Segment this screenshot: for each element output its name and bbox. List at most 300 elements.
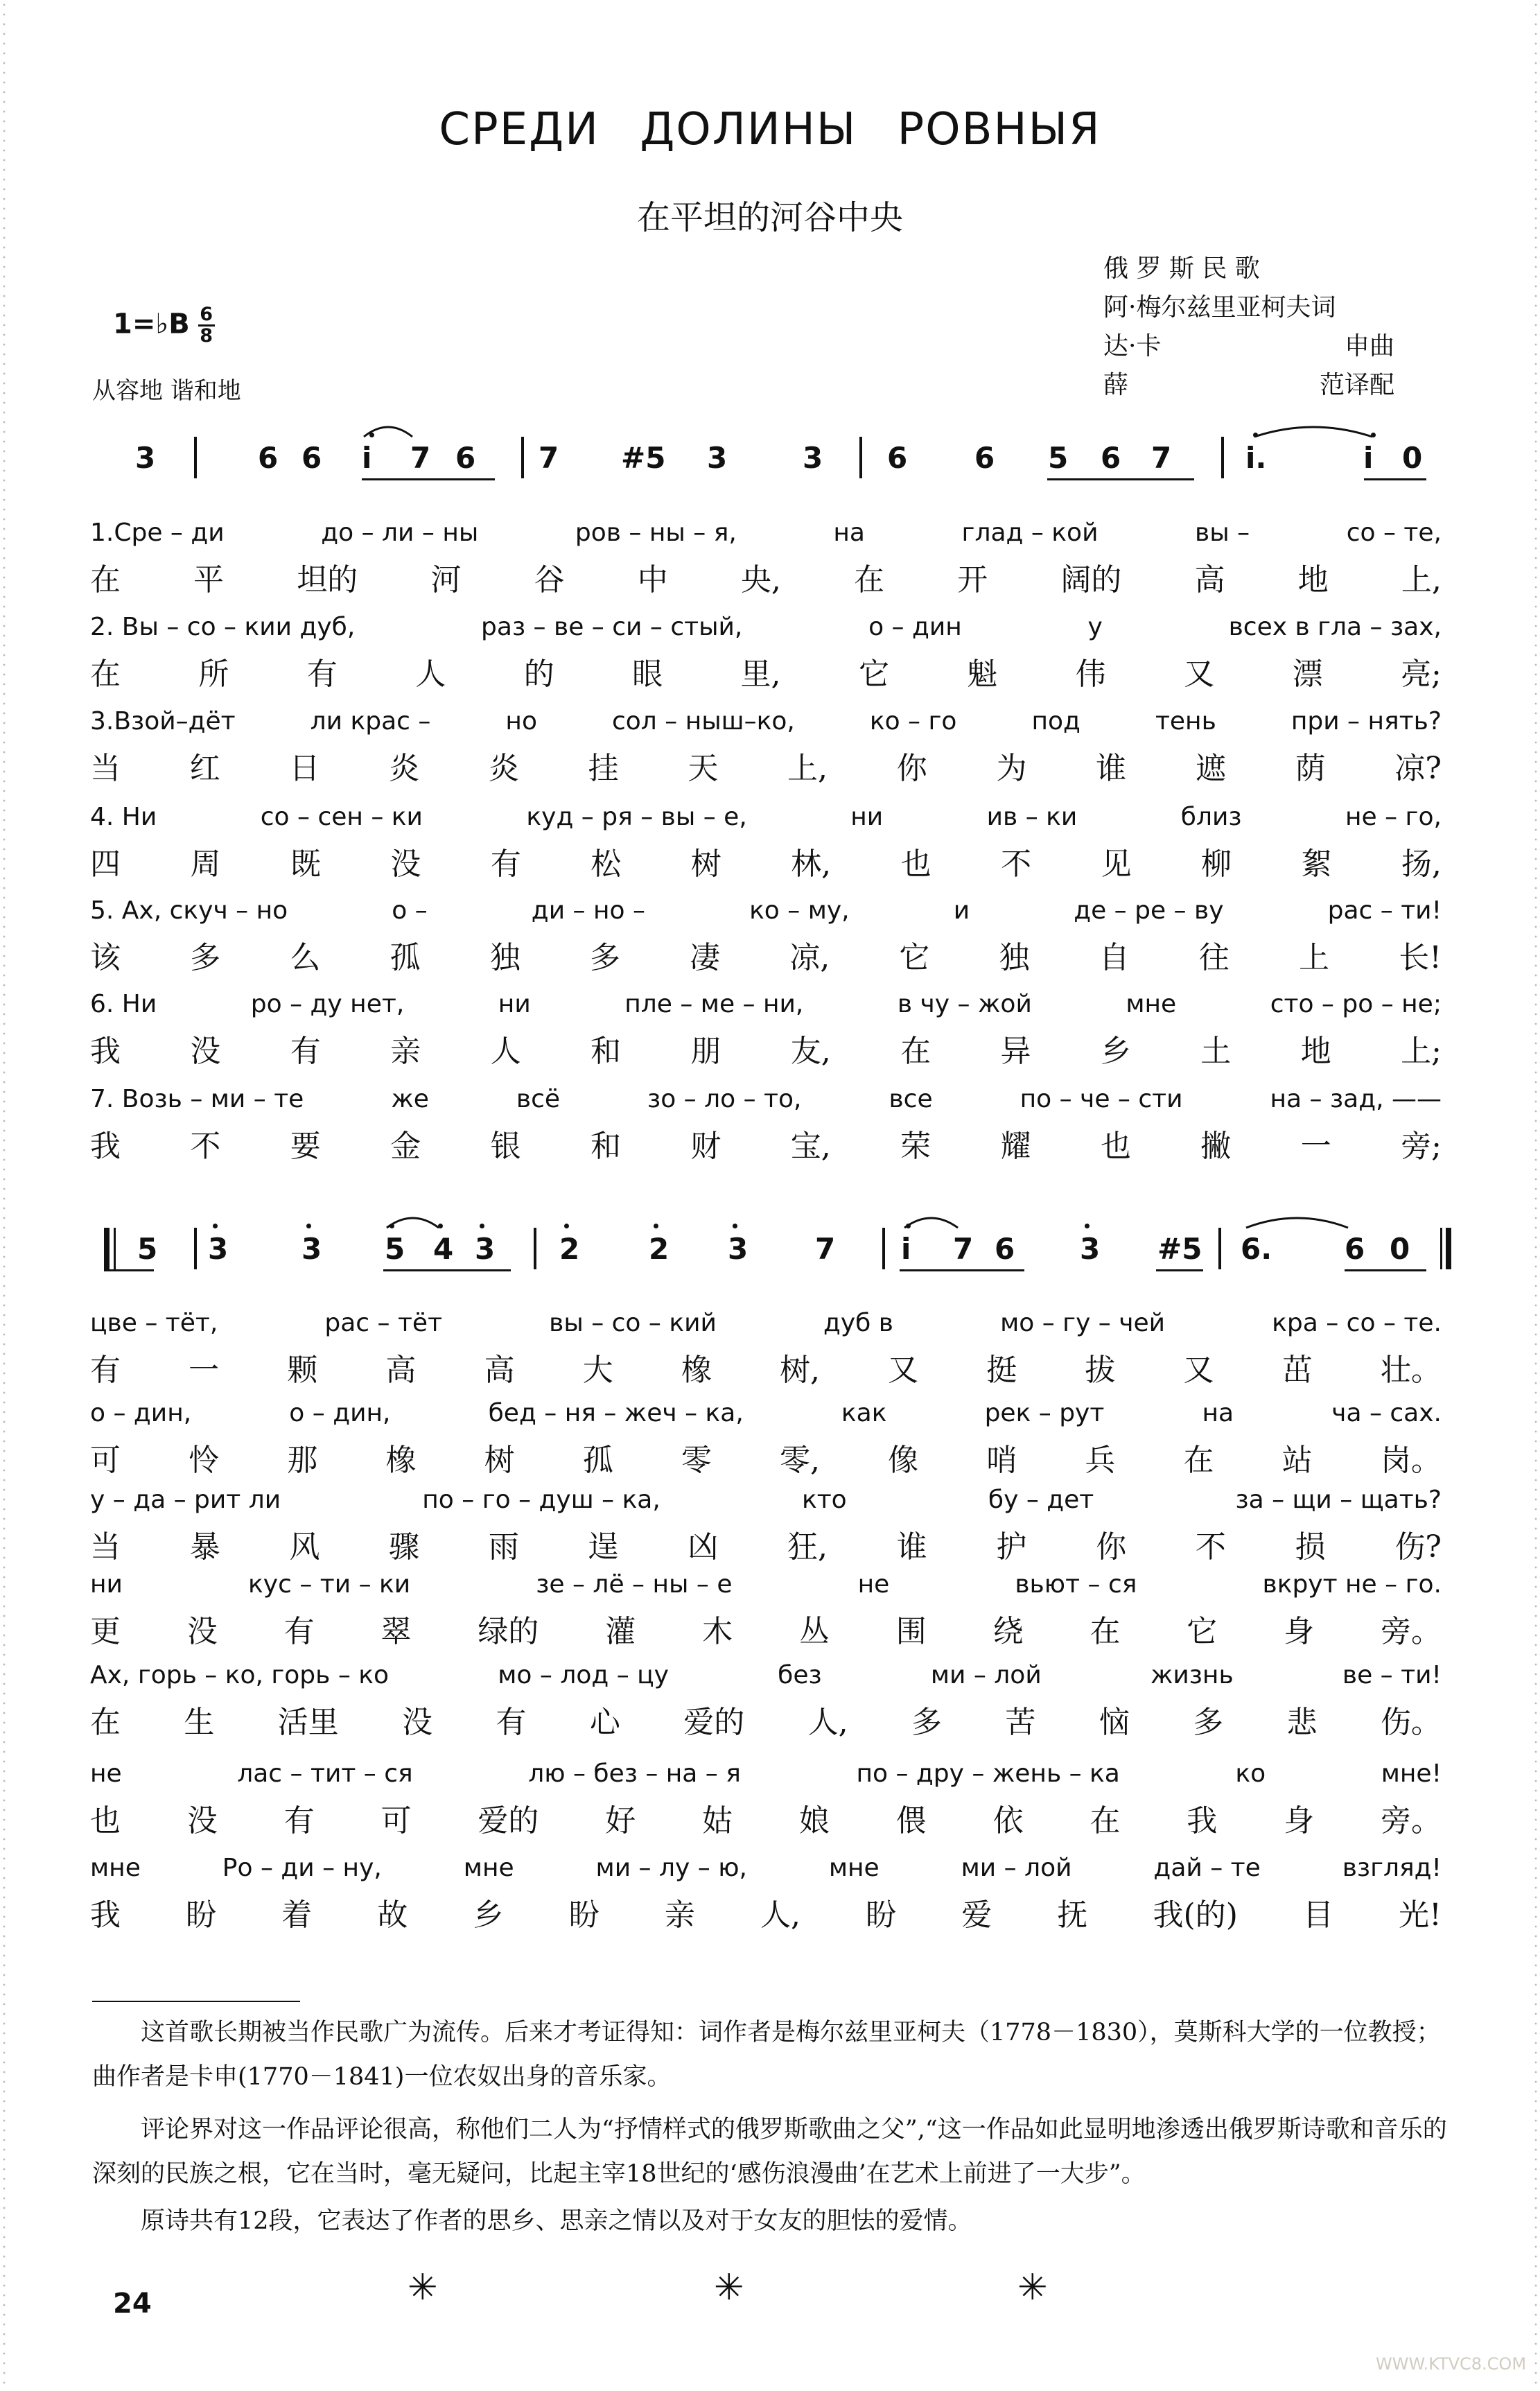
lyric-word: 哨 [986,1443,1017,1478]
lyric-word: кра – со – те. [1272,1309,1442,1337]
lyric-word: 旁; [1401,1129,1442,1164]
lyric-word: 我 [90,1129,121,1164]
lyric-word: 我 [1187,1803,1218,1838]
lyric-word: дай – те [1153,1854,1261,1882]
lyric-word: ми – лой [961,1854,1072,1882]
russian-lyric-line [90,1399,1442,1427]
lyric-word: ив – ки [986,803,1078,831]
lyric-word: 颗 [287,1353,318,1388]
lyric-word: ли крас – [310,707,431,736]
notation-line-2 [104,1224,1449,1279]
lyric-word: 灌 [605,1614,636,1649]
lyric-word: мне! [1381,1759,1442,1788]
slur [1246,1218,1348,1228]
lyric-word: 林, [791,846,832,882]
lyric-word: 它 [1187,1614,1218,1649]
chinese-lyric-line [90,1345,1442,1389]
lyric-word: 天 [688,751,719,786]
russian-lyric-line [90,990,1442,1018]
note-paragraph-3: 原诗共有12段，它表达了作者的思乡、思亲之情以及对于女友的胆怯的爱情。 [141,2207,972,2235]
lyric-word: 凉, [789,940,830,975]
lyric-word: 我 [90,1034,121,1069]
lyric-word: 1.Сре – ди [90,519,225,547]
beam-underline [1345,1269,1426,1271]
lyric-word: 不 [1195,1529,1226,1565]
lyric-word: со – сен – ки [260,803,423,831]
lyric-word: 护 [996,1529,1027,1565]
lyric-word: 木 [702,1614,733,1649]
lyric-word: без [778,1661,822,1689]
lyric-word: 谁 [1096,751,1127,786]
lyric-word: 人 [415,657,446,692]
russian-lyric-line [90,707,1442,736]
star-ornament: ✳ [714,2267,744,2309]
note: 4 [433,1232,454,1266]
lyric-word: 心 [589,1705,620,1740]
lyric-word: 人, [760,1897,800,1933]
lyric-word: 没 [186,1803,218,1838]
lyric-word: 的 [523,657,554,692]
note: 7 [815,1232,836,1266]
lyric-word: 亮; [1401,657,1442,692]
lyric-word: ни [850,803,884,831]
lyric-word: 暴 [189,1529,220,1565]
lyric-word: 絮 [1301,846,1332,882]
lyric-word: 你 [1096,1529,1127,1565]
lyric-word: зо – ло – то, [647,1085,802,1113]
lyric-word: зе – лё – ны – е [536,1570,733,1599]
lyric-word: 它 [899,940,930,975]
lyric-word: мне [828,1854,880,1882]
lyric-word: ко [1235,1759,1266,1788]
lyric-word: у [1087,613,1103,641]
lyric-word: под [1031,707,1080,736]
lyric-word: 土 [1200,1034,1232,1069]
lyric-word: о – дин, [289,1399,391,1427]
lyric-word: близ [1180,803,1242,831]
lyric-word: всё [516,1085,561,1113]
beam-underline [900,1269,1024,1271]
lyric-word: 零, [779,1443,820,1478]
lyric-word: 既 [290,846,321,882]
lyric-word: 凉? [1394,751,1442,786]
lyric-word: 也 [900,846,931,882]
credit-left: 薛 [1103,371,1129,399]
lyric-word: 那 [287,1443,318,1478]
chinese-lyric-line [90,1697,1442,1741]
lyric-word: 壮。 [1380,1353,1442,1388]
lyric-word: ко – му, [749,896,850,925]
lyric-word: 岗。 [1380,1443,1442,1478]
lyric-word: 四 [90,846,121,882]
lyric-word: 多 [589,940,620,975]
slur [364,427,412,437]
song-title: СРЕДИ ДОЛИНЫ РОВНЫЯ [439,104,1101,155]
lyric-word: 伤? [1394,1529,1442,1565]
lyric-word: 盼 [568,1897,600,1933]
lyric-word: 扬, [1401,846,1442,882]
russian-lyric-line [90,1309,1442,1337]
lyric-word: 松 [590,846,622,882]
note: #5 [1157,1232,1202,1266]
note: i. [1245,441,1267,475]
lyric-word: 橡 [385,1443,417,1478]
lyric-word: 凄 [690,940,721,975]
lyric-word: 树 [484,1443,515,1478]
lyric-word: 翠 [380,1614,412,1649]
lyric-word: 好 [605,1803,636,1838]
lyric-word: 丛 [798,1614,830,1649]
lyric-word: рас – ти! [1327,896,1442,925]
lyric-word: 抚 [1057,1897,1088,1933]
lyric-word: 有 [290,1034,321,1069]
lyric-word: 乡 [1100,1034,1131,1069]
lyric-word: 兵 [1085,1443,1116,1478]
lyric-word: 逞 [588,1529,619,1565]
lyric-word: при – нять? [1290,707,1442,736]
lyric-word: ни [498,990,531,1018]
lyric-word: 不 [190,1129,221,1164]
lyric-word: 像 [888,1443,919,1478]
lyric-word: Ах, горь – ко, горь – ко [90,1661,390,1689]
beam-underline [1364,478,1426,480]
beam-underline [362,478,495,480]
lyric-word: ми – лой [930,1661,1042,1689]
lyric-word: 没 [390,846,421,882]
lyric-word: у – да – рит ли [90,1486,281,1514]
lyric-word: 骤 [389,1529,420,1565]
lyric-word: 有 [496,1705,527,1740]
note: 3 [301,1232,322,1266]
note: 0 [1390,1232,1410,1266]
russian-lyric-line [90,1085,1442,1113]
lyric-word: куд – ря – вы – е, [526,803,747,831]
credit-line [1103,366,1394,405]
lyric-word: 长! [1399,940,1442,975]
lyric-word: 眼 [632,657,663,692]
lyric-word: 目 [1303,1897,1334,1933]
lyric-word: 一 [189,1353,220,1388]
lyric-word: 见 [1101,846,1132,882]
note: i [1363,441,1374,475]
notation-line-1 [104,433,1449,488]
lyric-word: 荣 [900,1129,931,1164]
lyric-word: на [1202,1399,1234,1427]
lyric-word: на [833,519,865,547]
chinese-lyric-line [90,1890,1442,1934]
lyric-word: 和 [590,1129,621,1164]
lyric-word: 2. Вы – со – кии дуб, [90,613,356,641]
note: 7 [1151,441,1172,475]
lyric-word: 金 [390,1129,421,1164]
footnote-rule [92,2001,300,2002]
lyric-word: ни [90,1570,123,1599]
credit-left: 达·卡 [1103,332,1162,360]
lyric-word: 亲 [664,1897,695,1933]
lyric-word: 独 [999,940,1030,975]
lyric-word: вы – [1195,519,1250,547]
lyric-word: 宝, [790,1129,831,1164]
credit-line [1103,288,1394,327]
lyric-word: 在 [1183,1443,1214,1478]
lyric-word: 有 [306,657,338,692]
lyric-word: ров – ны – я, [575,519,737,547]
lyric-word: 橡 [681,1353,712,1388]
credit-left: 阿·梅尔兹里亚柯夫词 [1103,293,1336,322]
note: 2 [559,1232,580,1266]
lyric-word: 我(的) [1153,1897,1238,1933]
note: 5 [385,1232,405,1266]
lyric-word: сто – ро – не; [1270,990,1442,1018]
star-ornament: ✳ [1017,2267,1048,2309]
lyric-word: по – че – сти [1020,1085,1183,1113]
lyric-word: 央, [740,562,781,598]
lyric-word: 中 [637,562,668,598]
lyric-word: 开 [957,562,988,598]
chinese-lyric-line [90,1606,1442,1651]
lyric-word: и [953,896,970,925]
lyric-word: 偎 [895,1803,927,1838]
lyric-word: кус – ти – ки [248,1570,411,1599]
lyric-word: 爱的 [683,1705,745,1740]
lyric-word: 多 [911,1705,942,1740]
lyric-word: 拔 [1085,1353,1116,1388]
lyric-word: 你 [896,751,927,786]
note: 3 [728,1232,749,1266]
lyric-word: не [90,1759,122,1788]
beam-underline [383,1269,511,1271]
lyric-word: 周 [190,846,221,882]
chinese-lyric-line [90,932,1442,977]
lyric-word: 绿的 [478,1614,539,1649]
lyric-word: 为 [996,751,1027,786]
lyric-word: 盼 [866,1897,897,1933]
lyric-word: 红 [189,751,220,786]
note: 6 [1345,1232,1365,1266]
lyric-word: 树, [779,1353,820,1388]
lyric-word: 身 [1284,1614,1315,1649]
lyric-word: 朋 [690,1034,721,1069]
lyric-word: вкрут не – го. [1262,1570,1442,1599]
lyric-word: не – го, [1345,803,1442,831]
lyric-word: 损 [1295,1529,1326,1565]
lyric-word: 没 [190,1034,221,1069]
lyric-word: 盼 [186,1897,217,1933]
chinese-lyric-line [90,1026,1442,1070]
lyric-word: все [889,1085,933,1113]
russian-lyric-line [90,613,1442,641]
note: 6 [455,441,476,475]
note: 3 [135,441,156,475]
time-bottom: 8 [200,325,213,347]
lyric-word: 银 [490,1129,521,1164]
lyric-word: 么 [290,940,321,975]
lyric-word: 我 [90,1897,121,1933]
lyric-word: 亲 [390,1034,421,1069]
note: 2 [649,1232,670,1266]
lyric-word: рек – рут [984,1399,1105,1427]
repeat-bar [1440,1228,1442,1269]
star-ornament: ✳ [408,2267,438,2309]
page-number: 24 [113,2288,152,2320]
lyric-word: кто [801,1486,847,1514]
note: 7 [410,441,431,475]
lyric-word: бед – ня – жеч – ка, [488,1399,744,1427]
lyric-word: 伟 [1075,657,1106,692]
lyric-word: 自 [1099,940,1130,975]
lyric-word: 谷 [534,562,565,598]
lyric-word: 7. Возь – ми – те [90,1085,304,1113]
lyric-word: 上, [787,751,828,786]
lyric-word: по – дру – жень – ка [856,1759,1120,1788]
lyric-word: 独 [489,940,520,975]
lyric-word: о – дин [868,613,962,641]
lyric-word: ко – го [869,707,957,736]
lyric-word: 河 [430,562,462,598]
lyric-word: не [857,1570,890,1599]
lyric-word: 撇 [1200,1129,1232,1164]
lyric-word: 有 [283,1803,315,1838]
lyric-word: 乡 [473,1897,504,1933]
lyric-word: жизнь [1150,1661,1234,1689]
lyric-word: ми – лу – ю, [595,1854,747,1882]
note: 6 [974,441,995,475]
lyric-word: 上 [1299,940,1330,975]
lyric-word: 茁 [1281,1353,1313,1388]
chinese-lyric-line [90,1121,1442,1165]
lyric-word: 多 [1193,1705,1224,1740]
repeat-bar [1446,1228,1451,1269]
lyric-word: 当 [90,751,121,786]
lyric-word: 在 [900,1034,931,1069]
lyric-word: 也 [1100,1129,1131,1164]
lyric-word: 一 [1300,1129,1331,1164]
note: 6 [995,1232,1015,1266]
lyric-word: 孤 [582,1443,613,1478]
lyric-word: 上, [1401,562,1442,598]
lyric-word: 有 [90,1353,121,1388]
lyric-word: рас – тёт [324,1309,443,1337]
lyric-word: 它 [858,657,889,692]
lyric-word: глад – кой [961,519,1099,547]
slur-layer [104,1224,1449,1237]
lyric-word: 遮 [1195,751,1226,786]
beam-underline [1156,1269,1203,1271]
chinese-lyric-line [90,743,1442,788]
lyric-word: 故 [377,1897,408,1933]
chinese-lyric-line [90,839,1442,883]
lyric-word: 高 [1194,562,1225,598]
note: 7 [953,1232,974,1266]
beam-underline [1047,478,1194,480]
lyric-word: 爱 [961,1897,992,1933]
note-paragraph-1: 这首歌长期被当作民歌广为流传。后来才考证得知：词作者是梅尔兹里亚柯夫（1778－1830），莫斯科大学的一位教授；曲作者是卡申(1770－1841)一位农奴出身的音乐家。 [92,2019,1441,2091]
note: 3 [1080,1232,1101,1266]
lyric-word: мне [1126,990,1177,1018]
lyric-word: вьют – ся [1015,1570,1137,1599]
lyric-word: пле – ме – ни, [624,990,804,1018]
lyric-word: взгляд! [1342,1854,1442,1882]
lyric-word: вы – со – кий [549,1309,717,1337]
lyric-word: 日 [289,751,320,786]
watermark: WWW.KTVC8.COM [1376,2354,1527,2374]
note: 3 [803,441,823,475]
lyric-word: 零 [681,1443,712,1478]
lyric-word: 5. Ах, скуч – но [90,896,288,925]
lyric-word: 要 [290,1129,321,1164]
lyric-word: мне [90,1854,141,1882]
lyric-word: 耀 [1000,1129,1031,1164]
lyric-word: 炎 [488,751,519,786]
lyric-word: мне [463,1854,514,1882]
lyric-word: 平 [193,562,225,598]
lyric-word: 有 [490,846,521,882]
russian-lyric-line [90,519,1442,547]
note: i [362,441,372,475]
note: 3 [707,441,728,475]
slur [904,1218,958,1228]
lyric-word: 又 [888,1353,919,1388]
lyric-word: 挺 [986,1353,1017,1388]
note: 6 [887,441,908,475]
repeat-bar [114,1228,116,1269]
note: 0 [1402,441,1423,475]
song-subtitle: 在平坦的河谷中央 [636,198,903,237]
lyric-word: 人, [807,1705,848,1740]
lyric-word: 当 [90,1529,121,1565]
chinese-lyric-line [90,1522,1442,1566]
lyric-word: как [841,1399,887,1427]
note: #5 [621,441,666,475]
lyric-word: 谁 [896,1529,927,1565]
lyric-word: 挂 [588,751,619,786]
lyric-word: о – [392,896,428,925]
lyric-word: 友, [790,1034,831,1069]
credits [1103,250,1394,405]
lyric-word: же [391,1085,429,1113]
lyric-word: 身 [1284,1803,1315,1838]
lyric-word: 6. Ни [90,990,157,1018]
lyric-word: до – ли – ны [321,519,479,547]
lyric-word: ро – ду нет, [250,990,405,1018]
lyric-word: 旁。 [1380,1803,1442,1838]
note: 7 [539,441,559,475]
russian-lyric-line [90,1661,1442,1689]
lyric-word: 魁 [967,657,998,692]
lyric-word: 里, [740,657,781,692]
left-dotted-border [2,0,6,2391]
lyric-word: ча – сах. [1331,1399,1442,1427]
lyric-word: 高 [484,1353,515,1388]
note: 6 [258,441,279,475]
time-top: 6 [200,304,213,325]
lyric-word: 财 [690,1129,721,1164]
lyric-word: 旁。 [1380,1614,1442,1649]
lyric-word: сол – ныш–ко, [611,707,795,736]
lyric-word: 地 [1300,1034,1331,1069]
lyric-word: 异 [1000,1034,1031,1069]
lyric-word: 站 [1281,1443,1313,1478]
lyric-word: 在 [90,657,121,692]
lyric-word: 荫 [1295,751,1326,786]
lyric-word: 坦的 [297,562,358,598]
lyric-word: 不 [1001,846,1032,882]
lyric-word: 围 [895,1614,927,1649]
lyric-word: 所 [198,657,229,692]
lyric-word: 有 [283,1614,315,1649]
beam-underline [104,1269,154,1271]
credit-right: 申曲 [1344,332,1394,360]
